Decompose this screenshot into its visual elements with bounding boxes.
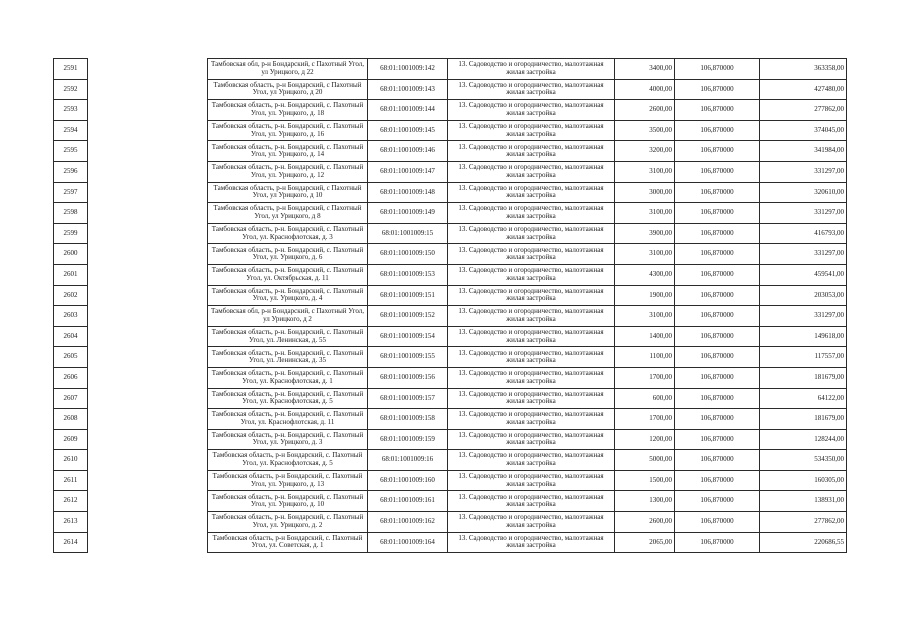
area-cell: 1700,00 [615,409,675,430]
spacer [88,264,208,285]
cadastral-number-cell: 68:01:1001009:145 [368,120,448,141]
table-row [54,512,847,533]
area-cell: 1100,00 [615,347,675,368]
cadastral-number-cell: 68:01:1001009:156 [368,367,448,388]
land-use-cell: 13. Садоводство и огородничество, малоэтажная жилая застройка [448,100,615,121]
specific-value-cell: 106,870000 [675,120,760,141]
spacer [88,244,208,265]
cadastral-value-cell: 363358,00 [760,59,847,80]
land-use-cell: 13. Садоводство и огородничество, малоэтажная жилая застройка [448,429,615,450]
cadastral-value-cell: 331297,00 [760,203,847,224]
specific-value-cell: 106,870000 [675,100,760,121]
land-use-cell: 13. Садоводство и огородничество, малоэтажная жилая застройка [448,223,615,244]
cadastral-number-cell: 68:01:1001009:142 [368,59,448,80]
address-cell: Тамбовская область, р-н. Бондарский, с. Пахотный Угол, ул. Урицкого, д. 18 [208,100,368,121]
spacer [88,120,208,141]
cadastral-value-cell: 138931,00 [760,491,847,512]
table-row [54,347,847,368]
land-use-cell: 13. Садоводство и огородничество, малоэтажная жилая застройка [448,491,615,512]
cadastral-value-cell: 277862,00 [760,512,847,533]
address-cell: Тамбовская область, р-н. Бондарский, с. Пахотный Угол, ул. Ленинская, д. 35 [208,347,368,368]
table-row [54,470,847,491]
area-cell: 2600,00 [615,512,675,533]
row-number: 2594 [54,120,88,141]
specific-value-cell: 106,870000 [675,429,760,450]
table-row [54,182,847,203]
land-use-cell: 13. Садоводство и огородничество, малоэтажная жилая застройка [448,347,615,368]
specific-value-cell: 106,870000 [675,306,760,327]
table-row [54,388,847,409]
address-cell: Тамбовская область, р-н. Бондарский, с. Пахотный Угол, ул. Урицкого, д. 12 [208,161,368,182]
row-number: 2597 [54,182,88,203]
land-use-cell: 13. Садоводство и огородничество, малоэтажная жилая застройка [448,512,615,533]
land-use-cell: 13. Садоводство и огородничество, малоэтажная жилая застройка [448,141,615,162]
area-cell: 3400,00 [615,59,675,80]
table-row [54,203,847,224]
row-number: 2602 [54,285,88,306]
area-cell: 2600,00 [615,100,675,121]
cadastral-number-cell: 68:01:1001009:153 [368,264,448,285]
cadastral-value-cell: 374045,00 [760,120,847,141]
address-cell: Тамбовская область, р-н. Бондарский, с. Пахотный Угол, ул. Урицкого, д. 6 [208,244,368,265]
row-number: 2604 [54,326,88,347]
table-row [54,450,847,471]
spacer [88,532,208,553]
area-cell: 4300,00 [615,264,675,285]
area-cell: 1300,00 [615,491,675,512]
cadastral-value-table [53,58,847,553]
cadastral-number-cell: 68:01:1001009:151 [368,285,448,306]
cadastral-number-cell: 68:01:1001009:157 [368,388,448,409]
land-use-cell: 13. Садоводство и огородничество, малоэтажная жилая застройка [448,409,615,430]
address-cell: Тамбовская область, р-н. Бондарский, с. Пахотный Угол, ул. Краснофлотская, д. 1 [208,367,368,388]
row-number: 2608 [54,409,88,430]
area-cell: 3100,00 [615,244,675,265]
cadastral-number-cell: 68:01:1001009:155 [368,347,448,368]
row-number: 2591 [54,59,88,80]
table-row [54,244,847,265]
address-cell: Тамбовская область, р-н. Бондарский, с. Пахотный Угол, ул. Ленинская, д. 55 [208,326,368,347]
spacer [88,59,208,80]
cadastral-number-cell: 68:01:1001009:149 [368,203,448,224]
table-row [54,532,847,553]
table-row [54,367,847,388]
specific-value-cell: 106,870000 [675,367,760,388]
area-cell: 3200,00 [615,141,675,162]
row-number: 2607 [54,388,88,409]
spacer [88,100,208,121]
table-row [54,264,847,285]
table-row [54,100,847,121]
area-cell: 1700,00 [615,367,675,388]
address-cell: Тамбовская обл, р-н Бондарский, с Пахотный Угол, ул Урицкого, д 2 [208,306,368,327]
table-row [54,141,847,162]
cadastral-value-cell: 416793,00 [760,223,847,244]
land-use-cell: 13. Садоводство и огородничество, малоэтажная жилая застройка [448,59,615,80]
specific-value-cell: 106,870000 [675,161,760,182]
area-cell: 3100,00 [615,306,675,327]
land-use-cell: 13. Садоводство и огородничество, малоэтажная жилая застройка [448,306,615,327]
spacer [88,409,208,430]
row-number: 2610 [54,450,88,471]
cadastral-number-cell: 68:01:1001009:150 [368,244,448,265]
address-cell: Тамбовская область, р-н. Бондарский, с. Пахотный Угол, ул. Урицкого, д. 3 [208,429,368,450]
land-use-cell: 13. Садоводство и огородничество, малоэтажная жилая застройка [448,388,615,409]
address-cell: Тамбовская область, р-н Бондарский, с. Пахотный Угол, ул. Урицкого, д. 13 [208,470,368,491]
area-cell: 1900,00 [615,285,675,306]
row-number: 2599 [54,223,88,244]
cadastral-number-cell: 68:01:1001009:160 [368,470,448,491]
spacer [88,450,208,471]
table-row [54,161,847,182]
spacer [88,182,208,203]
table-row [54,120,847,141]
spacer [88,470,208,491]
area-cell: 3100,00 [615,203,675,224]
row-number: 2601 [54,264,88,285]
spacer [88,367,208,388]
table-row [54,285,847,306]
spacer [88,388,208,409]
specific-value-cell: 106,870000 [675,203,760,224]
cadastral-value-cell: 277862,00 [760,100,847,121]
cadastral-number-cell: 68:01:1001009:146 [368,141,448,162]
land-use-cell: 13. Садоводство и огородничество, малоэтажная жилая застройка [448,367,615,388]
row-number: 2595 [54,141,88,162]
area-cell: 3500,00 [615,120,675,141]
specific-value-cell: 106,870000 [675,223,760,244]
land-use-cell: 13. Садоводство и огородничество, малоэтажная жилая застройка [448,470,615,491]
cadastral-number-cell: 68:01:1001009:16 [368,450,448,471]
row-number: 2593 [54,100,88,121]
table-row [54,306,847,327]
row-number: 2611 [54,470,88,491]
row-number: 2603 [54,306,88,327]
specific-value-cell: 106,870000 [675,347,760,368]
spacer [88,161,208,182]
cadastral-value-cell: 427480,00 [760,79,847,100]
specific-value-cell: 106,870000 [675,450,760,471]
specific-value-cell: 106,870000 [675,141,760,162]
cadastral-number-cell: 68:01:1001009:144 [368,100,448,121]
address-cell: Тамбовская обл, р-н Бондарский, с Пахотный Угол, ул Урицкого, д 22 [208,59,368,80]
table-row [54,326,847,347]
row-number: 2606 [54,367,88,388]
cadastral-number-cell: 68:01:1001009:158 [368,409,448,430]
cadastral-number-cell: 68:01:1001009:161 [368,491,448,512]
area-cell: 1200,00 [615,429,675,450]
land-use-cell: 13. Садоводство и огородничество, малоэтажная жилая застройка [448,182,615,203]
spacer [88,285,208,306]
cadastral-value-cell: 128244,00 [760,429,847,450]
cadastral-value-cell: 320610,00 [760,182,847,203]
cadastral-number-cell: 68:01:1001009:15 [368,223,448,244]
row-number: 2605 [54,347,88,368]
cadastral-value-cell: 331297,00 [760,306,847,327]
specific-value-cell: 106,870000 [675,285,760,306]
specific-value-cell: 106,870000 [675,512,760,533]
area-cell: 3100,00 [615,161,675,182]
row-number: 2600 [54,244,88,265]
cadastral-value-cell: 341984,00 [760,141,847,162]
address-cell: Тамбовская область, р-н. Бондарский, с. Пахотный Угол, ул. Урицкого, д. 10 [208,491,368,512]
cadastral-value-cell: 181679,00 [760,367,847,388]
table-row [54,223,847,244]
land-use-cell: 13. Садоводство и огородничество, малоэтажная жилая застройка [448,244,615,265]
specific-value-cell: 106,870000 [675,244,760,265]
specific-value-cell: 106,870000 [675,264,760,285]
land-use-cell: 13. Садоводство и огородничество, малоэтажная жилая застройка [448,326,615,347]
cadastral-number-cell: 68:01:1001009:152 [368,306,448,327]
specific-value-cell: 106,870000 [675,470,760,491]
specific-value-cell: 106,870000 [675,79,760,100]
cadastral-value-cell: 203053,00 [760,285,847,306]
area-cell: 4000,00 [615,79,675,100]
table-row [54,429,847,450]
cadastral-value-cell: 331297,00 [760,244,847,265]
row-number: 2612 [54,491,88,512]
address-cell: Тамбовская область, р-н. Бондарский, с. Пахотный Угол, ул. Урицкого, д. 14 [208,141,368,162]
table-row [54,79,847,100]
cadastral-value-cell: 459541,00 [760,264,847,285]
specific-value-cell: 106,870000 [675,59,760,80]
specific-value-cell: 106,870000 [675,532,760,553]
area-cell: 5000,00 [615,450,675,471]
cadastral-value-cell: 64122,00 [760,388,847,409]
cadastral-value-cell: 181679,00 [760,409,847,430]
cadastral-value-cell: 534350,00 [760,450,847,471]
address-cell: Тамбовская область, р-н. Бондарский, с. Пахотный Угол, ул. Краснофлотская, д. 5 [208,388,368,409]
spacer [88,429,208,450]
address-cell: Тамбовская область, р-н Бондарский, с Пахотный Угол, ул Урицкого, д 20 [208,79,368,100]
area-cell: 1500,00 [615,470,675,491]
address-cell: Тамбовская область, р-н. Бондарский, с. Пахотный Угол, ул. Краснофлотская, д. 11 [208,409,368,430]
table-body [54,59,847,553]
cadastral-number-cell: 68:01:1001009:148 [368,182,448,203]
row-number: 2592 [54,79,88,100]
spacer [88,203,208,224]
address-cell: Тамбовская область, р-н. Бондарский, с. Пахотный Угол, ул. Октябрьская, д. 11 [208,264,368,285]
spacer [88,347,208,368]
row-number: 2598 [54,203,88,224]
address-cell: Тамбовская область, р-н. Бондарский, с. Пахотный Угол, ул. Урицкого, д. 2 [208,512,368,533]
spacer [88,141,208,162]
address-cell: Тамбовская область, р-н. Бондарский, с. Пахотный Угол, ул. Урицкого, д. 4 [208,285,368,306]
spacer [88,491,208,512]
spacer [88,512,208,533]
specific-value-cell: 106,870000 [675,326,760,347]
row-number: 2609 [54,429,88,450]
area-cell: 3900,00 [615,223,675,244]
area-cell: 1400,00 [615,326,675,347]
land-use-cell: 13. Садоводство и огородничество, малоэтажная жилая застройка [448,203,615,224]
area-cell: 600,00 [615,388,675,409]
row-number: 2613 [54,512,88,533]
address-cell: Тамбовская область, р-н. Бондарский, с. Пахотный Угол, ул. Краснофлотская, д. 3 [208,223,368,244]
cadastral-number-cell: 68:01:1001009:159 [368,429,448,450]
land-use-cell: 13. Садоводство и огородничество, малоэтажная жилая застройка [448,161,615,182]
address-cell: Тамбовская область, р-н Бондарский, с Пахотный Угол, ул Урицкого, д 8 [208,203,368,224]
address-cell: Тамбовская область, р-н Бондарский, с. Пахотный Угол, ул. Краснофлотская, д. 5 [208,450,368,471]
address-cell: Тамбовская область, р-н. Бондарский, с. Пахотный Угол, ул. Урицкого, д. 16 [208,120,368,141]
spacer [88,79,208,100]
cadastral-number-cell: 68:01:1001009:143 [368,79,448,100]
cadastral-value-cell: 149618,00 [760,326,847,347]
specific-value-cell: 106,870000 [675,491,760,512]
address-cell: Тамбовская область, р-н Бондарский, с. Пахотный Угол, ул. Советская, д. 1 [208,532,368,553]
land-use-cell: 13. Садоводство и огородничество, малоэтажная жилая застройка [448,285,615,306]
spacer [88,223,208,244]
table-row [54,491,847,512]
cadastral-number-cell: 68:01:1001009:162 [368,512,448,533]
cadastral-value-cell: 331297,00 [760,161,847,182]
spacer [88,306,208,327]
cadastral-value-cell: 117557,00 [760,347,847,368]
spacer [88,326,208,347]
cadastral-number-cell: 68:01:1001009:154 [368,326,448,347]
area-cell: 2065,00 [615,532,675,553]
cadastral-value-cell: 220686,55 [760,532,847,553]
land-use-cell: 13. Садоводство и огородничество, малоэтажная жилая застройка [448,79,615,100]
area-cell: 3000,00 [615,182,675,203]
land-use-cell: 13. Садоводство и огородничество, малоэтажная жилая застройка [448,120,615,141]
row-number: 2614 [54,532,88,553]
table-row [54,59,847,80]
land-use-cell: 13. Садоводство и огородничество, малоэтажная жилая застройка [448,532,615,553]
row-number: 2596 [54,161,88,182]
specific-value-cell: 106,870000 [675,182,760,203]
specific-value-cell: 106,870000 [675,409,760,430]
cadastral-number-cell: 68:01:1001009:147 [368,161,448,182]
land-use-cell: 13. Садоводство и огородничество, малоэтажная жилая застройка [448,450,615,471]
address-cell: Тамбовская область, р-н Бондарский, с Пахотный Угол, ул Урицкого, д 10 [208,182,368,203]
cadastral-value-cell: 160305,00 [760,470,847,491]
specific-value-cell: 106,870000 [675,388,760,409]
cadastral-number-cell: 68:01:1001009:164 [368,532,448,553]
land-use-cell: 13. Садоводство и огородничество, малоэтажная жилая застройка [448,264,615,285]
table-row [54,409,847,430]
